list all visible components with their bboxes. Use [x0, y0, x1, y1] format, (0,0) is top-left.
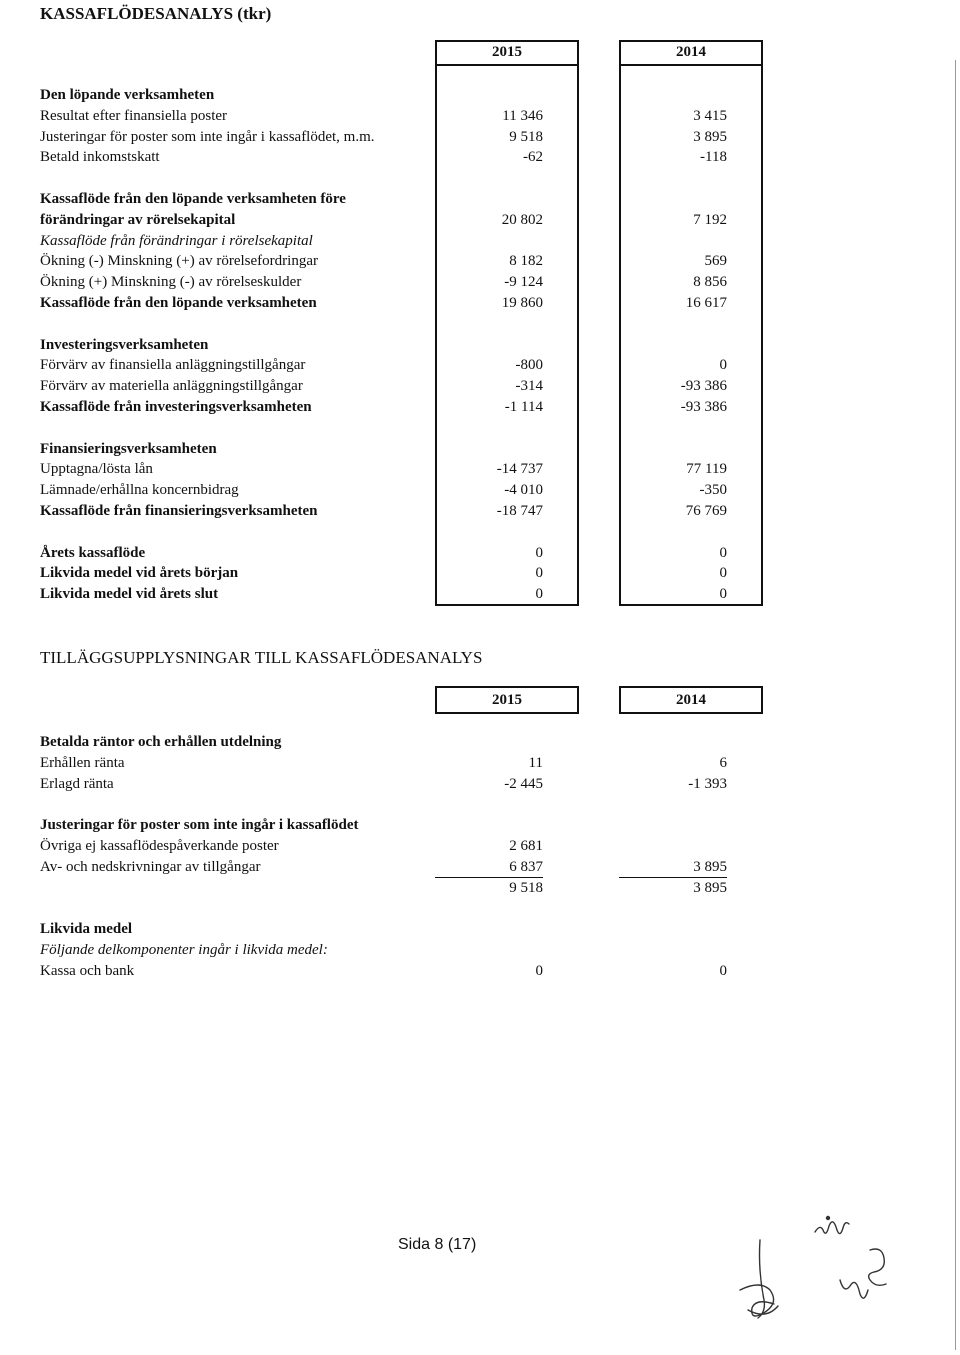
row-value-2015: -314 [515, 378, 543, 395]
row-value-2015: 20 802 [501, 211, 543, 228]
column-box-2015 [435, 40, 579, 606]
row-value-2014: 0 [719, 586, 727, 603]
row-value-2014: 76 769 [685, 503, 727, 519]
row-value-2015: 0 [535, 586, 543, 603]
row-label: Förvärv av materiella anläggningstillgångar [40, 378, 303, 395]
row-value-2015: 9 518 [509, 128, 543, 145]
page-number: Sida 8 (17) [398, 1236, 477, 1253]
row-value-2014: 77 119 [686, 461, 727, 478]
row-label: Erhållen ränta [40, 754, 125, 771]
row-value-2015: -4 010 [504, 482, 543, 499]
column-box-2014 [619, 40, 763, 606]
row-label: Övriga ej kassaflödespåverkande poster [40, 838, 279, 854]
row-value-2014: 0 [719, 962, 727, 979]
row-value-2014: 7 192 [693, 211, 727, 228]
row-label: Ökning (-) Minskning (+) av rörelsefordringar [40, 253, 318, 270]
row-label: Justeringar för poster som inte ingår i kassaflödet, m.m. [40, 128, 375, 145]
supplement-year-2014: 2014 [676, 692, 706, 708]
row-label: Följande delkomponenter ingår i likvida medel: [40, 942, 328, 958]
row-value-2014: -350 [699, 482, 727, 499]
row-label: Betalda räntor och erhållen utdelning [40, 734, 282, 750]
row-value-2014: 0 [719, 357, 727, 374]
row-label: Resultat efter finansiella poster [40, 107, 228, 124]
header-rule-2015 [435, 64, 579, 66]
row-label: Årets kassaflöde [40, 544, 146, 561]
row-value-2015: 0 [535, 544, 543, 561]
row-value-2014: -93 386 [680, 399, 727, 415]
row-value-2014: -93 386 [680, 378, 727, 395]
row-label: förändringar av rörelsekapital [40, 211, 236, 228]
column-header-2014: 2014 [676, 44, 706, 60]
row-value-2015: 9 518 [509, 879, 543, 896]
row-label: Lämnade/erhållna koncernbidrag [40, 482, 239, 499]
row-label: Likvida medel vid årets slut [40, 586, 219, 603]
row-value-2014: 6 [719, 754, 727, 771]
row-value-2015: -2 445 [504, 775, 543, 792]
row-value-2015: 0 [535, 565, 543, 582]
row-value-2014: 569 [704, 253, 727, 270]
row-value-2015: 11 346 [502, 107, 543, 124]
row-label: Likvida medel vid årets början [40, 565, 239, 582]
row-label: Finansieringsverksamheten [40, 440, 217, 457]
row-label: Investeringsverksamheten [40, 336, 209, 353]
header-rule-2014 [619, 64, 763, 66]
row-label: Kassaflöde från den löpande verksamheten [40, 295, 317, 311]
row-label: Av- och nedskrivningar av tillgångar [40, 858, 261, 875]
row-label: Den löpande verksamheten [40, 87, 215, 103]
row-value-2015: 19 860 [501, 295, 543, 311]
row-label: Erlagd ränta [40, 775, 114, 792]
row-value-2014: -1 393 [688, 775, 727, 792]
row-label: Kassaflöde från finansieringsverksamheten [40, 503, 318, 519]
row-value-2015: -14 737 [496, 461, 543, 478]
row-label: Kassaflöde från investeringsverksamheten [40, 399, 312, 415]
row-value-2014: 3 895 [619, 858, 727, 878]
row-value-2014: 16 617 [685, 295, 727, 311]
row-label: Ökning (+) Minskning (-) av rörelseskulder [40, 274, 302, 291]
row-value-2015: -9 124 [504, 274, 543, 291]
row-value-2014: 0 [719, 544, 727, 561]
row-label: Kassa och bank [40, 962, 135, 979]
row-value-2014: 3 415 [693, 107, 727, 124]
row-value-2015: 6 837 [435, 858, 543, 878]
row-value-2015: 11 [528, 754, 543, 771]
row-value-2015: -1 114 [504, 399, 543, 415]
column-header-2015: 2015 [492, 44, 522, 60]
row-value-2015: 2 681 [509, 838, 543, 854]
row-label: Kassaflöde från förändringar i rörelsekapital [40, 232, 313, 249]
row-value-2015: 0 [535, 962, 543, 979]
row-label: Likvida medel [40, 921, 133, 938]
row-label: Betald inkomstskatt [40, 149, 160, 166]
signature-initials [720, 1200, 920, 1350]
row-value-2014: -118 [700, 149, 727, 166]
row-label: Kassaflöde från den löpande verksamheten före [40, 191, 346, 207]
scan-edge-line [955, 60, 956, 1350]
row-label: Upptagna/lösta lån [40, 461, 153, 478]
page-title: KASSAFLÖDESANALYS (tkr) [40, 4, 272, 23]
row-label: Justeringar för poster som inte ingår i kassaflödet [40, 817, 359, 834]
row-value-2014: 8 856 [693, 274, 727, 291]
row-value-2014: 3 895 [693, 128, 727, 145]
row-label: Förvärv av finansiella anläggningstillgångar [40, 357, 306, 374]
row-value-2015: 8 182 [509, 253, 543, 270]
supplement-title: TILLÄGGSUPPLYSNINGAR TILL KASSAFLÖDESANALYS [40, 648, 483, 667]
row-value-2015: -62 [523, 149, 543, 166]
row-value-2014: 3 895 [693, 879, 727, 896]
row-value-2014: 0 [719, 565, 727, 582]
supplement-year-2015: 2015 [492, 692, 522, 708]
row-value-2015: -18 747 [496, 503, 543, 519]
row-value-2015: -800 [515, 357, 543, 374]
